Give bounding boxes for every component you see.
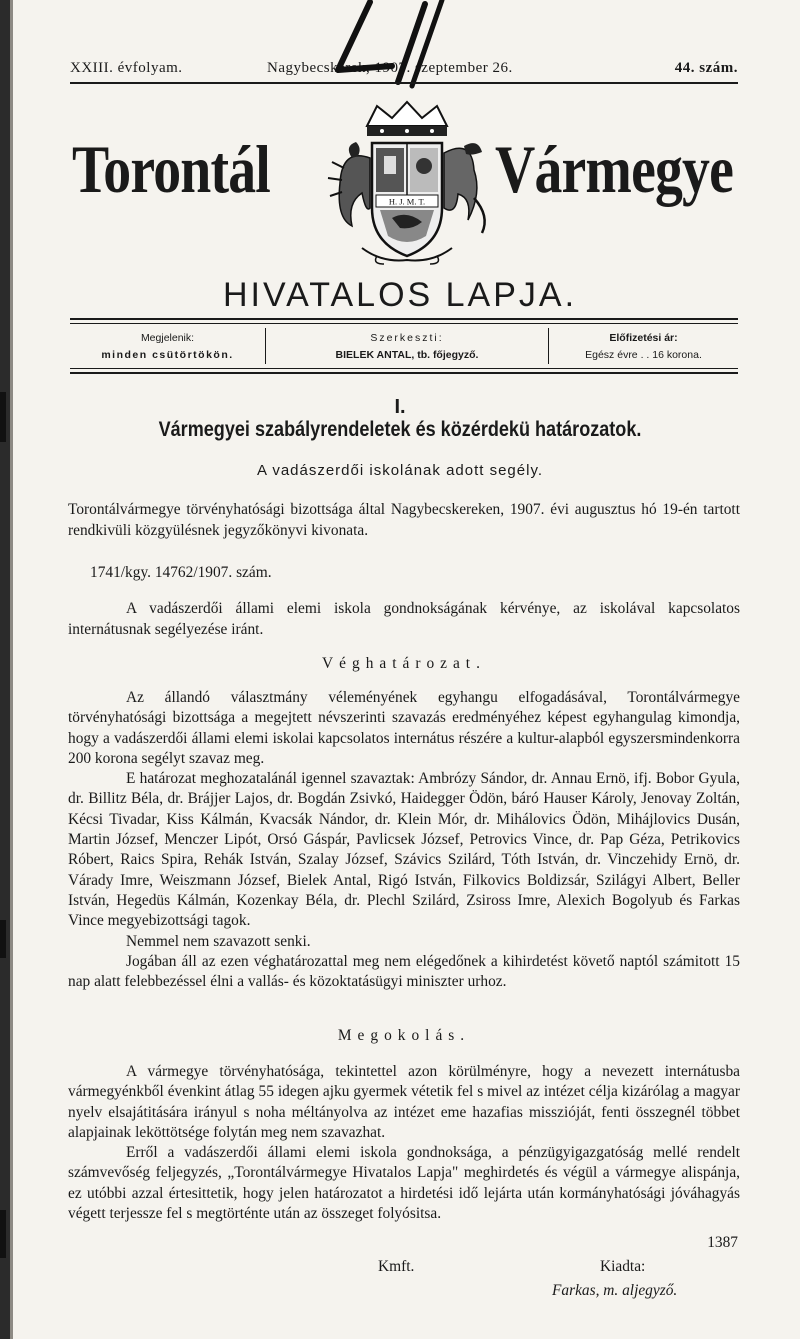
binding-shadow — [10, 0, 13, 1339]
section-title: Vármegyei szabályrendeletek és közérdekü határozatok. — [158, 418, 642, 441]
decision-paragraph-1: Az állandó választmány véleményének egyhangu elfogadásával, Torontálvármegye törvényhatósági bizottsága a megejtett névszerinti szavazás eredményéhez képest egyhangulag kimondja, hogy a vadászerdői állami elemi iskolai kapcsolatos internátus részére a kultur-alapból egyszersmindenkorra 200 korona segélyt szavaz meg. — [68, 689, 740, 767]
margin-mark — [0, 920, 6, 958]
reason-heading: Megokolás. — [337, 1027, 471, 1044]
info-bottom-rule-thin — [70, 368, 738, 369]
masthead-subtitle: HIVATALOS LAPJA. — [222, 276, 578, 314]
price-label: Előfizetési ár: — [609, 332, 678, 344]
subject-paragraph: A vadászerdői állami elemi iskola gondnokságának kérvénye, az iskolával kapcsolatos internátusnak segélyezése iránt. — [68, 600, 740, 638]
decision-body — [68, 688, 740, 992]
publish-info — [70, 330, 265, 364]
reason-body — [68, 1062, 740, 1224]
info-box — [70, 326, 738, 366]
top-rule — [70, 82, 738, 84]
reference-text: 1741/kgy. 14762/1907. szám. — [90, 564, 272, 581]
place-date: Nagybecskerek, 1907. szeptember 26. — [267, 60, 513, 76]
decision-heading-block — [68, 654, 740, 675]
reason-paragraph-2: Erről a vadászerdői állami elemi iskola gondnoksága, a pénzügyigazgatóság mellé rendelt számvevőség feljegyzés, „Torontálvármegye Hivatalos Lapja" meghirdetés és végül a vármegye alispánja, ez utóbbi azzal értesittetik, hogy jelen határozatot a hirdetési idő lejárta után kormányhatósági jóváhagyás végett terjessze fel s megtörténte után az összeget folyósitsa. — [68, 1144, 740, 1223]
handwritten-number-mark — [330, 0, 460, 90]
editor-label: Szerkeszti: — [370, 332, 444, 344]
reason-paragraph-1: A vármegye törvényhatósága, tekintettel azon körülményre, hogy a nevezett internátusba vármegyénkből évenkint átlag 55 idegen ajku gyermek vétetik fel s mivel az intézet célja kizárólag a magyar nyelv elsajátitására irányul s noha méltányolva az intézet eme hazafias misszióját, fenti összegnél többet alapjainak leköttötsége folytán meg nem szavazhat. — [68, 1063, 740, 1141]
article-subject — [68, 599, 740, 640]
decision-paragraph-2: E határozat meghozatalánál igennel szavaztak: Ambrózy Sándor, dr. Annau Ernö, ifj. Bobor Gyula, dr. Billitz Béla, dr. Brájjer Lajos, dr. Bogdán Zsivkó, Haidegger Ödön, báró Hauser Károly, Jenovay Zoltán, Kécsi Tivadar, Kiss Kálmán, Kvacsák Nándor, dr. Klein Mór, dr. Mihálovics Ödön, Mihájlovics Dusán, Martin József, Menczer Lipót, Orsó Gáspár, Pavlicsek József, Petrovics Vince, dr. Pap Géza, Petrikovics Róbert, Raics Spira, Rehák István, Szalay József, Szávics Szilárd, Tóth István, dr. Vinczehidy Ernö, dr. Várady Imre, Weiszmann József, Bielek Antal, Rigó István, Filkovics Boldizsár, Szilágyi Albert, Beller István, Hegedüs Kálmán, Kozenkay Béla, dr. Plechl Szilárd, Zsiross Imre, Alexich Bogolyub és Farkas Vince megyebizottsági tagok. — [68, 770, 740, 930]
signer: Farkas, m. aljegyző. — [552, 1282, 678, 1299]
page-number: 1387 — [707, 1234, 738, 1251]
issue-number: 44. szám. — [674, 60, 738, 76]
margin-mark — [0, 1210, 6, 1258]
intro-paragraph: Torontálvármegye törvényhatósági bizottsága által Nagybecskereken, 1907. évi augusztus hó 19-én tartott rendkivüli közgyülésnek jegyzőkönyvi kivonata. — [68, 501, 740, 539]
decision-paragraph-4: Jogában áll az ezen véghatározattal meg nem elégedőnek a kihirdetést követő naptól számitott 15 nap alatt felebbezéssel élni a vallás- és közoktatásügyi miniszter urhoz. — [68, 952, 740, 991]
info-top-rule-thin — [70, 323, 738, 324]
masthead-right-word: Vármegye — [495, 131, 734, 207]
publish-value: minden csütörtökön. — [101, 349, 234, 361]
crest-initials: H. J. M. T. — [388, 196, 426, 207]
reference-number — [90, 563, 390, 584]
article-title: A vadászerdői iskolának adott segély. — [256, 462, 544, 479]
info-top-rule — [70, 318, 738, 320]
issued-by-label: Kiadta: — [600, 1258, 646, 1275]
reason-heading-block — [68, 1026, 740, 1047]
decision-paragraph-3: Nemmel nem szavazott senki. — [126, 932, 311, 950]
price-info — [549, 330, 738, 364]
editor-value: BIELEK ANTAL, tb. főjegyző. — [335, 349, 479, 361]
publish-label: Megjelenik: — [140, 332, 195, 344]
section-number: I. — [394, 396, 406, 418]
info-bottom-rule — [70, 372, 738, 374]
editor-info — [266, 330, 548, 364]
decision-heading: Véghatározat. — [322, 655, 486, 672]
masthead-left-word: Torontál — [72, 131, 270, 207]
volume-label: XXIII. évfolyam. — [70, 60, 183, 76]
price-value: Egész évre . . 16 korona. — [585, 349, 702, 361]
article-intro — [68, 500, 740, 541]
county-crest-icon — [322, 98, 492, 268]
binding-edge — [0, 0, 10, 1339]
kmft-label: Kmft. — [378, 1258, 415, 1275]
